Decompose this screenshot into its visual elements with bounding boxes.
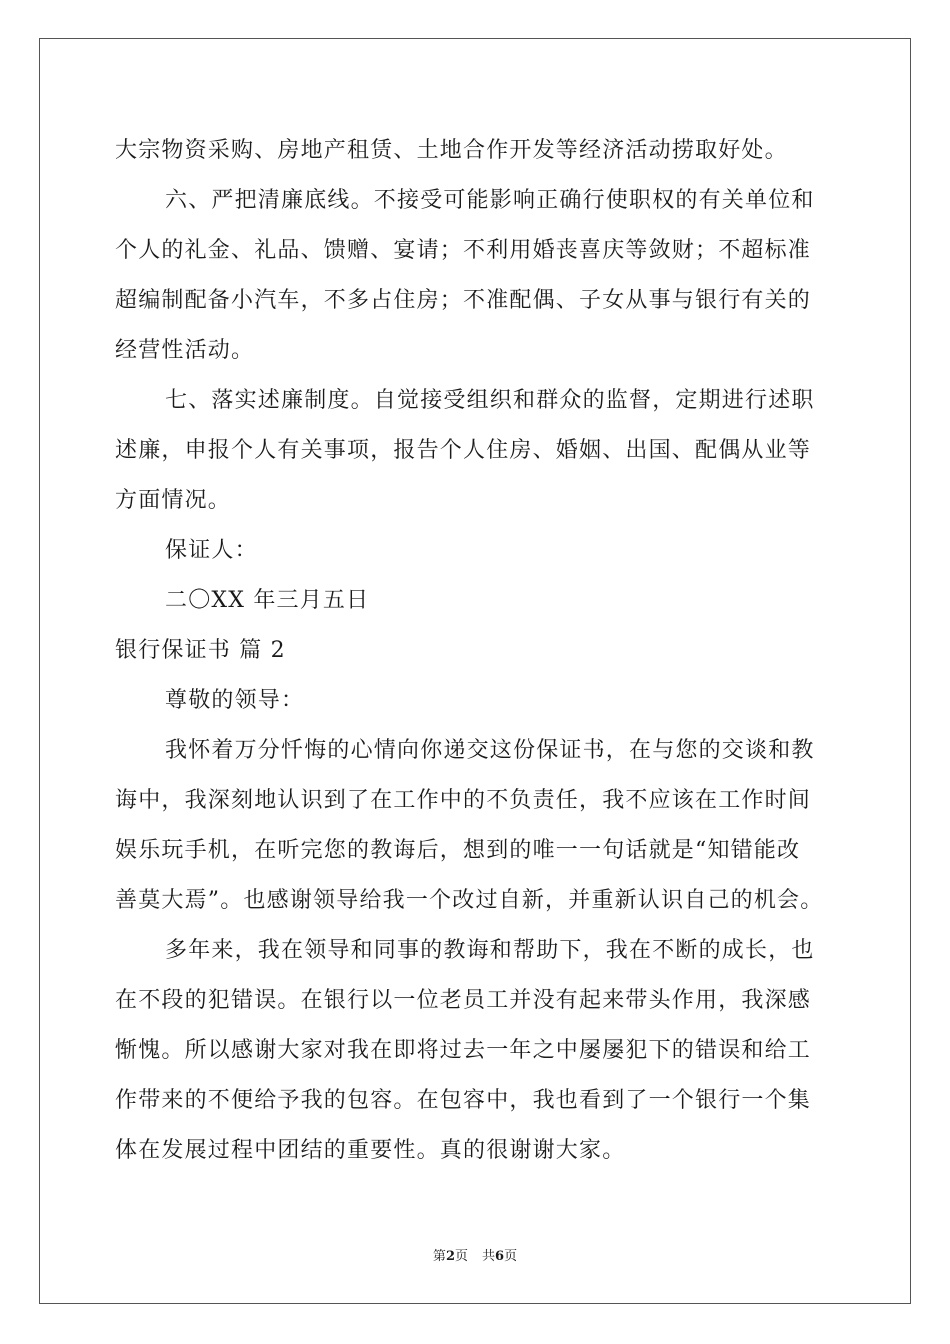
paragraph-line: 述廉，申报个人有关事项，报告个人住房、婚姻、出国、配偶从业等 xyxy=(115,438,812,463)
page-suffix: 页 xyxy=(454,1249,468,1264)
page-prefix: 第 xyxy=(432,1249,446,1264)
paragraph-line: 方面情况。 xyxy=(115,488,232,513)
total-prefix: 共 xyxy=(482,1249,496,1264)
paragraph-line: 惭愧。所以感谢大家对我在即将过去一年之中屡屡犯下的错误和给工 xyxy=(115,1038,812,1063)
section-heading: 银行保证书 篇 2 xyxy=(115,638,286,663)
paragraph-line: 娱乐玩手机，在听完您的教诲后，想到的唯一一句话就是“知错能改 xyxy=(115,838,801,863)
total-suffix: 页 xyxy=(504,1249,518,1264)
paragraph-line: 七、落实述廉制度。自觉接受组织和群众的监督，定期进行述职 xyxy=(165,388,815,413)
page-total: 6 xyxy=(495,1249,505,1264)
paragraph-line: 我怀着万分忏悔的心情向你递交这份保证书，在与您的交谈和教 xyxy=(165,738,815,763)
document-body xyxy=(115,126,855,1176)
paragraph-line: 大宗物资采购、房地产租赁、土地合作开发等经济活动捞取好处。 xyxy=(115,138,788,163)
paragraph-line: 经营性活动。 xyxy=(115,338,255,363)
paragraph-line: 善莫大焉”。也感谢领导给我一个改过自新，并重新认识自己的机会。 xyxy=(115,888,824,913)
paragraph-line: 超编制配备小汽车，不多占住房；不准配偶、子女从事与银行有关的 xyxy=(115,288,812,313)
signature-label: 保证人： xyxy=(165,538,258,563)
paragraph-line: 作带来的不便给予我的包容。在包容中，我也看到了一个银行一个集 xyxy=(115,1088,812,1113)
paragraph-line: 诲中，我深刻地认识到了在工作中的不负责任，我不应该在工作时间 xyxy=(115,788,812,813)
paragraph-line: 个人的礼金、礼品、馈赠、宴请；不利用婚丧喜庆等敛财；不超标准 xyxy=(115,238,812,263)
paragraph-line: 多年来，我在领导和同事的教诲和帮助下，我在不断的成长，也 xyxy=(165,938,815,963)
paragraph-line: 体在发展过程中团结的重要性。真的很谢谢大家。 xyxy=(115,1138,626,1163)
signature-date: 二〇XX 年三月五日 xyxy=(165,588,370,613)
page-current: 2 xyxy=(445,1249,455,1264)
paragraph-line: 在不段的犯错误。在银行以一位老员工并没有起来带头作用，我深感 xyxy=(115,988,812,1013)
page-footer xyxy=(0,1247,950,1267)
paragraph-line: 六、严把清廉底线。不接受可能影响正确行使职权的有关单位和 xyxy=(165,188,815,213)
salutation: 尊敬的领导： xyxy=(165,688,305,713)
